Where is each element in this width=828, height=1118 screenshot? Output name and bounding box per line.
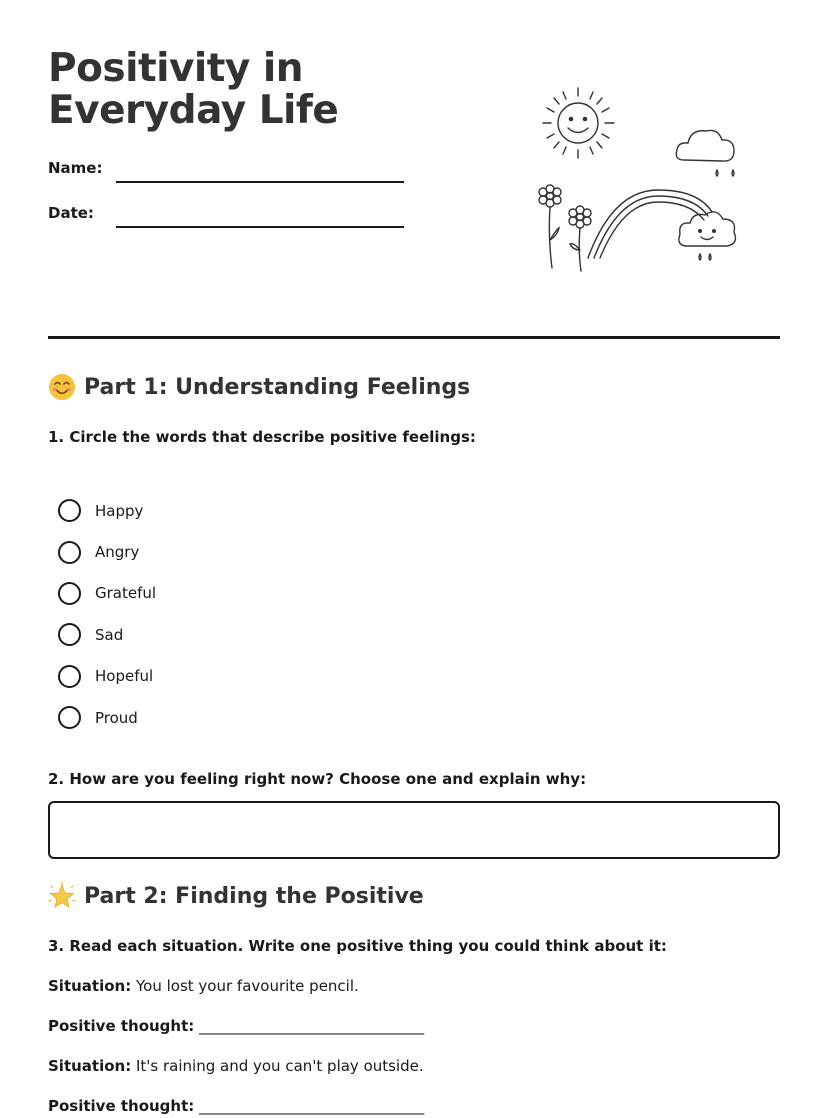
positive-thought-2	[48, 1097, 424, 1115]
option-label: Sad	[95, 625, 124, 644]
illustration-sun-cloud-rainbow	[528, 82, 758, 278]
thought-blank[interactable]: ______________________________	[199, 1097, 425, 1115]
thought-blank[interactable]: ______________________________	[199, 1017, 425, 1035]
feelings-options	[58, 490, 156, 738]
part2-heading-text: Part 2: Finding the Positive	[84, 883, 424, 909]
radio-circle[interactable]	[58, 541, 81, 564]
part2-heading	[48, 882, 424, 910]
situation-label: Situation:	[48, 1057, 132, 1075]
situation-label: Situation:	[48, 977, 132, 995]
option-grateful[interactable]	[58, 573, 156, 614]
option-proud[interactable]	[58, 697, 156, 738]
radio-circle[interactable]	[58, 499, 81, 522]
positive-thought-1	[48, 1017, 424, 1035]
option-sad[interactable]	[58, 614, 156, 655]
question-3: 3. Read each situation. Write one positive thing you could think about it:	[48, 937, 667, 955]
thought-label: Positive thought:	[48, 1097, 195, 1115]
radio-circle[interactable]	[58, 582, 81, 605]
situation-1	[48, 977, 359, 995]
option-angry[interactable]	[58, 531, 156, 572]
glowing-star-emoji-icon	[48, 882, 76, 910]
option-label: Happy	[95, 501, 144, 520]
radio-circle[interactable]	[58, 706, 81, 729]
situation-text: It's raining and you can't play outside.	[136, 1057, 424, 1075]
rainbow-icon	[588, 190, 712, 258]
feeling-answer-box[interactable]	[48, 801, 780, 859]
date-field[interactable]	[116, 226, 404, 228]
situation-text: You lost your favourite pencil.	[136, 977, 359, 995]
question-2: 2. How are you feeling right now? Choose one and explain why:	[48, 770, 587, 788]
header-divider	[48, 336, 780, 339]
thought-label: Positive thought:	[48, 1017, 195, 1035]
option-hopeful[interactable]	[58, 656, 156, 697]
option-label: Hopeful	[95, 667, 154, 686]
rain-cloud-icon	[676, 130, 734, 176]
smiling-cloud-icon	[679, 212, 736, 260]
option-happy[interactable]	[58, 490, 156, 531]
page-title: Positivity in Everyday Life	[48, 46, 339, 133]
date-label: Date:	[48, 204, 94, 222]
option-label: Proud	[95, 708, 138, 727]
name-field[interactable]	[116, 181, 404, 183]
question-1: 1. Circle the words that describe positive feelings:	[48, 428, 476, 446]
part1-heading	[48, 373, 470, 401]
radio-circle[interactable]	[58, 665, 81, 688]
situation-2	[48, 1057, 424, 1075]
part1-heading-text: Part 1: Understanding Feelings	[84, 374, 471, 400]
sun-icon	[543, 88, 614, 158]
radio-circle[interactable]	[58, 623, 81, 646]
flower-icon	[539, 185, 591, 271]
smiling-face-emoji-icon	[48, 373, 76, 401]
option-label: Grateful	[95, 584, 157, 603]
option-label: Angry	[95, 543, 140, 562]
name-label: Name:	[48, 159, 103, 177]
